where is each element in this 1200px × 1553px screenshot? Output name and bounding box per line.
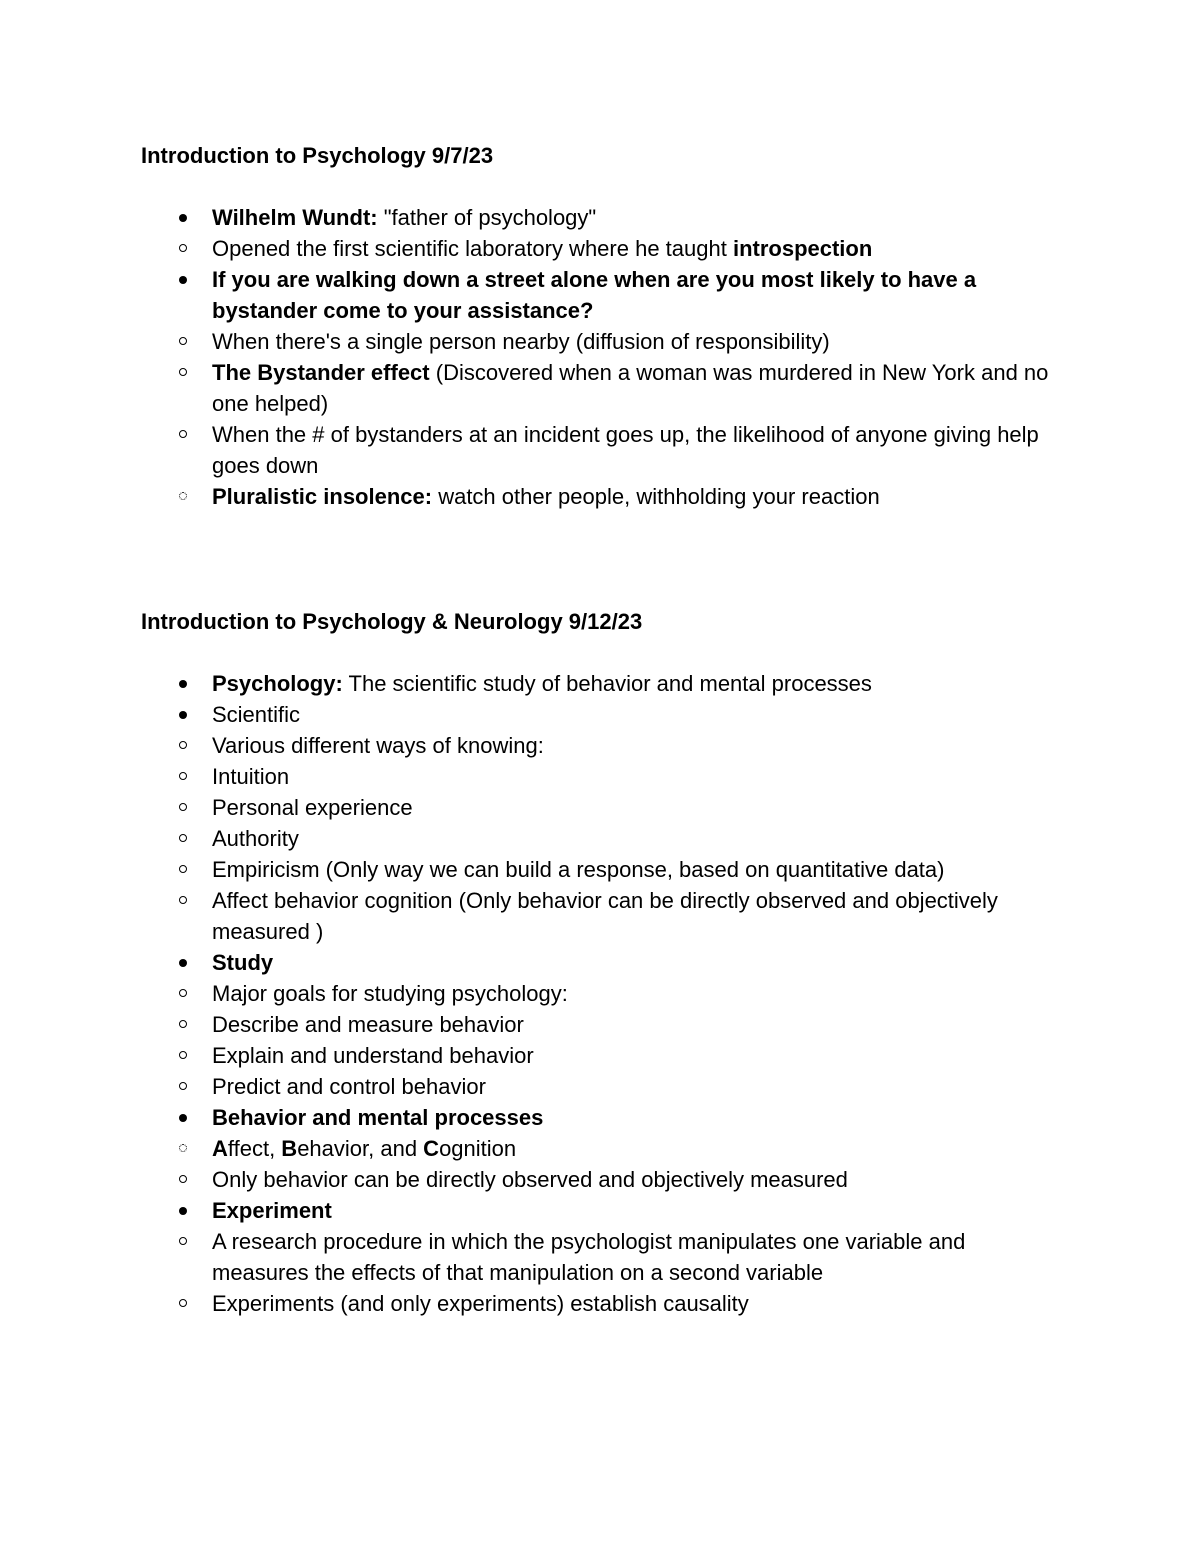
sub-list bbox=[212, 978, 1061, 1102]
item-text: Experiments (and only experiments) establish causality bbox=[212, 1291, 749, 1316]
sub-list bbox=[212, 1133, 1061, 1195]
list-item bbox=[141, 699, 1061, 947]
section-heading: Introduction to Psychology & Neurology 9/12/23 bbox=[141, 609, 643, 634]
sub-list-item bbox=[212, 792, 1061, 823]
item-text: ffect, bbox=[227, 1136, 282, 1161]
item-text: watch other people, withholding your reaction bbox=[432, 484, 880, 509]
item-text: Authority bbox=[212, 826, 299, 851]
sub-list-item bbox=[212, 1009, 1061, 1040]
sub-list-item bbox=[212, 978, 1061, 1009]
item-text: When there's a single person nearby (diffusion of responsibility) bbox=[212, 329, 830, 354]
sub-list-item bbox=[212, 1164, 1061, 1195]
term-label: Wilhelm Wundt: bbox=[212, 205, 378, 230]
sub-list-item bbox=[212, 761, 1061, 792]
sub-list bbox=[212, 326, 1061, 512]
section-heading: Introduction to Psychology 9/7/23 bbox=[141, 143, 494, 168]
term-label: introspection bbox=[732, 236, 873, 261]
abc-initial-b: B bbox=[281, 1136, 298, 1161]
item-text: "father of psychology" bbox=[377, 205, 597, 230]
sub-list-item bbox=[212, 1040, 1061, 1071]
sub-list-item bbox=[212, 1071, 1061, 1102]
term-label: Psychology: bbox=[212, 671, 343, 696]
sub-list bbox=[212, 233, 1061, 264]
sub-list-item bbox=[212, 1288, 1061, 1319]
sub-list-item bbox=[212, 357, 1061, 419]
item-text: Only behavior can be directly observed and objectively measured bbox=[212, 1167, 848, 1192]
sub-list-item bbox=[212, 233, 1061, 264]
item-text: When the # of bystanders at an incident goes up, the likelihood of anyone giving help goes down bbox=[212, 422, 1039, 478]
item-text: Explain and understand behavior bbox=[212, 1043, 534, 1068]
sub-list-item bbox=[212, 326, 1061, 357]
term-label: Behavior and mental processes bbox=[212, 1105, 544, 1130]
list-item bbox=[141, 202, 1061, 264]
item-text: Predict and control behavior bbox=[212, 1074, 486, 1099]
item-text: ehavior, and bbox=[297, 1136, 424, 1161]
sub-list-item bbox=[212, 823, 1061, 854]
list-item bbox=[141, 1195, 1061, 1319]
item-text: Affect behavior cognition (Only behavior can be directly observed and objectively measured ) bbox=[212, 888, 998, 944]
item-text: Intuition bbox=[212, 764, 290, 789]
notes-section-2 bbox=[141, 606, 1061, 1319]
sub-list-item bbox=[212, 1226, 1061, 1288]
notes-section-1 bbox=[141, 140, 1061, 512]
question-label: If you are walking down a street alone when are you most likely to have a bystander come to your assistance? bbox=[212, 267, 977, 323]
term-label: Study bbox=[212, 950, 274, 975]
term-label: Experiment bbox=[212, 1198, 332, 1223]
list-item bbox=[141, 947, 1061, 1102]
item-text: Empiricism (Only way we can build a response, based on quantitative data) bbox=[212, 857, 945, 882]
item-text: Scientific bbox=[212, 702, 301, 727]
sub-list bbox=[212, 1226, 1061, 1319]
sub-list-item bbox=[212, 1133, 1061, 1164]
item-text: Describe and measure behavior bbox=[212, 1012, 524, 1037]
item-text: Personal experience bbox=[212, 795, 413, 820]
item-text: The scientific study of behavior and mental processes bbox=[342, 671, 872, 696]
list-item bbox=[141, 1102, 1061, 1195]
term-label: Pluralistic insolence: bbox=[212, 484, 433, 509]
sub-list-item bbox=[212, 885, 1061, 947]
abc-initial-a: A bbox=[212, 1136, 228, 1161]
list-item bbox=[141, 264, 1061, 512]
sub-list bbox=[212, 730, 1061, 947]
sub-list-item bbox=[212, 419, 1061, 481]
term-label: The Bystander effect bbox=[212, 360, 430, 385]
bullet-list bbox=[141, 668, 1061, 1319]
bullet-list bbox=[141, 202, 1061, 512]
abc-initial-c: C bbox=[423, 1136, 440, 1161]
item-text: Various different ways of knowing: bbox=[212, 733, 544, 758]
item-text: Major goals for studying psychology: bbox=[212, 981, 568, 1006]
item-text: A research procedure in which the psychologist manipulates one variable and measures the effects of that manipulation on a second variable bbox=[212, 1229, 966, 1285]
item-text: Opened the first scientific laboratory where he taught bbox=[212, 236, 733, 261]
item-text: ognition bbox=[439, 1136, 517, 1161]
sub-list-item bbox=[212, 730, 1061, 761]
sub-list-item bbox=[212, 854, 1061, 885]
list-item bbox=[141, 668, 1061, 699]
item-text: (Discovered when a woman was murdered in New York and no one helped) bbox=[212, 360, 1049, 416]
sub-list-item bbox=[212, 481, 1061, 512]
